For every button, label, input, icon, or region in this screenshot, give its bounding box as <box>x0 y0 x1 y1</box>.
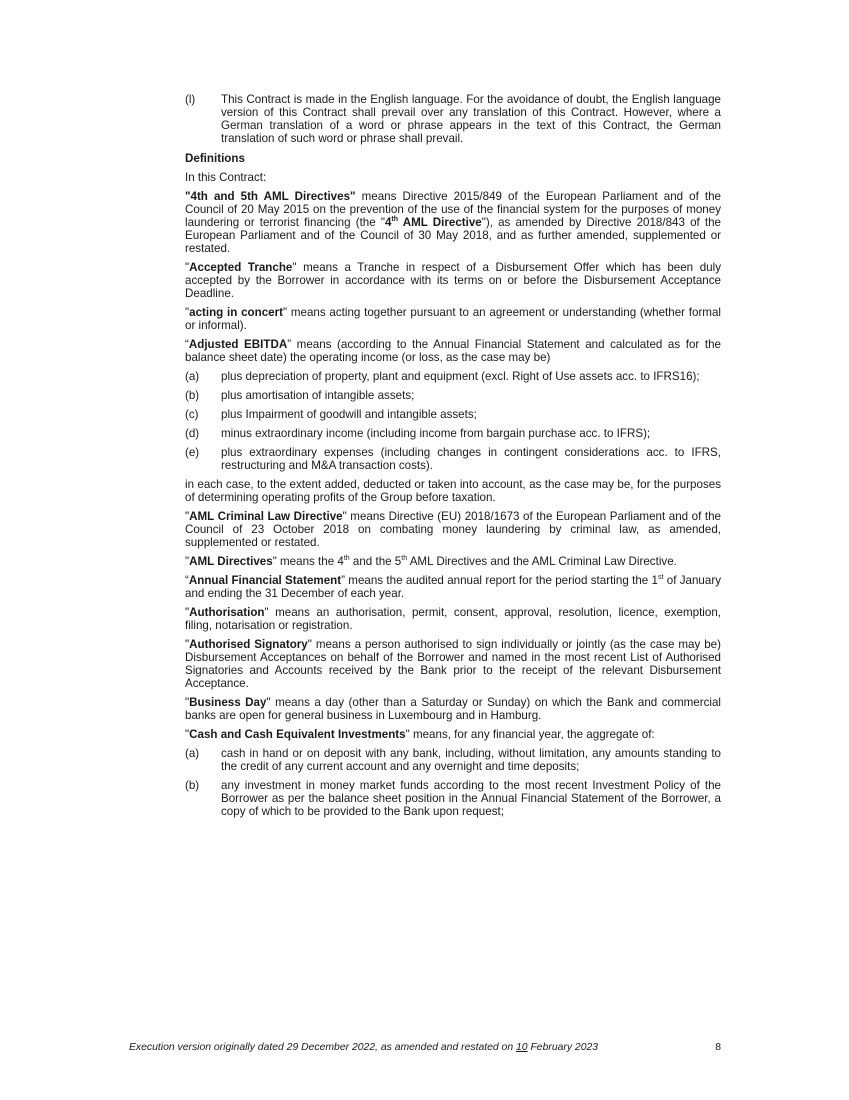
document-page <box>185 93 721 824</box>
def-term: Annual Financial Statement <box>188 574 342 587</box>
footer-version-note: Execution version originally dated 29 December 2022, as amended and restated on 10 February 2023 <box>129 1042 599 1053</box>
def-aml-criminal: "AML Criminal Law Directive" means Directive (EU) 2018/1673 of the European Parliament and of the Council of 23 October 2018 on combating money laundering by criminal law, as amended, supplemented or restated. <box>185 510 722 549</box>
def-term: Authorisation <box>189 606 265 619</box>
def-term: AML Criminal Law Directive <box>189 510 343 523</box>
def-term: Cash and Cash Equivalent Investments <box>189 728 406 741</box>
def-term: Accepted Tranche <box>189 261 293 274</box>
list-item: (b) plus amortisation of intangible assets; <box>185 389 415 402</box>
def-acting-in-concert: "acting in concert" means acting together pursuant to an agreement or understanding (whether formal or informal). <box>185 306 721 332</box>
page-number: 8 <box>715 1042 721 1053</box>
def-authorisation: "Authorisation" means an authorisation, permit, consent, approval, resolution, licence, exemption, filing, notarisation or registration. <box>185 606 721 632</box>
def-business-day: "Business Day" means a day (other than a Saturday or Sunday) on which the Bank and commercial banks are open for general business in Luxembourg and in Hamburg. <box>185 696 721 722</box>
def-term: "4th and 5th AML Directives" <box>185 190 356 203</box>
list-item: (e) plus extraordinary expenses (including changes in contingent considerations acc. to IFRS, restructuring and M&A transaction costs). <box>185 446 721 472</box>
def-term: 4th AML Directive <box>384 216 482 229</box>
def-authorised-signatory: "Authorised Signatory" means a person authorised to sign individually or jointly (as the case may be) Disbursement Acceptances on behalf of the Borrower and named in the most recent List of Authorised Signatories and Accounts received by the Bank prior to the receipt of the relevant Disbursement Acceptance. <box>185 638 721 690</box>
list-item: (b) any investment in money market funds according to the most recent Investment Policy of the Borrower as per the balance sheet position in the Annual Financial Statement of the Borrower, a copy of which to be provided to the Bank upon request; <box>185 779 721 818</box>
def-term: acting in concert <box>189 306 283 319</box>
definitions-intro: In this Contract: <box>185 171 267 184</box>
clause-l <box>185 93 721 145</box>
ebitda-tail: in each case, to the extent added, deducted or taken into account, as the case may be, for the purposes of determining operating profits of the Group before taxation. <box>185 478 721 504</box>
list-item: (c) plus Impairment of goodwill and intangible assets; <box>185 408 477 421</box>
def-accepted-tranche: "Accepted Tranche" means a Tranche in respect of a Disbursement Offer which has been duly accepted by the Borrower in accordance with its terms on or before the Disbursement Acceptance Deadline. <box>185 261 721 300</box>
list-item: (d) minus extraordinary income (including income from bargain purchase acc. to IFRS); <box>185 427 651 440</box>
page-footer <box>129 1042 721 1053</box>
def-annual-fs: “Annual Financial Statement” means the audited annual report for the period starting the 1st of January and ending the 31 December of each year. <box>185 574 721 600</box>
def-aml-directives: "AML Directives" means the 4th and the 5th AML Directives and the AML Criminal Law Directive. <box>185 555 677 568</box>
list-item: (a) cash in hand or on deposit with any bank, including, without limitation, any amounts standing to the credit of any current account and any overnight and time deposits; <box>185 747 721 773</box>
def-cash-equivalent: "Cash and Cash Equivalent Investments" means, for any financial year, the aggregate of: <box>185 728 655 741</box>
def-term: AML Directives <box>189 555 273 568</box>
def-term: Business Day <box>189 696 267 709</box>
list-item: (a) plus depreciation of property, plant and equipment (excl. Right of Use assets acc. to IFRS16); <box>185 370 700 383</box>
def-4th-5th-aml: "4th and 5th AML Directives" means Directive 2015/849 of the European Parliament and of the Council of 20 May 2015 on the prevention of the use of the financial system for the purposes of money laundering or terrorist financing (the "4th AML Directive"), as amended by Directive 2018/843 of the European Parliament and of the Council of 30 May 2018, and as further amended, supplemented or restated. <box>185 190 721 255</box>
def-adjusted-ebitda: “Adjusted EBITDA” means (according to the Annual Financial Statement and calculated as for the balance sheet date) the operating income (or loss, as the case may be) <box>185 338 721 364</box>
def-term: Adjusted EBITDA <box>188 338 288 351</box>
def-term: Authorised Signatory <box>189 638 308 651</box>
clause-text: This Contract is made in the English language. For the avoidance of doubt, the English language version of this Contract shall prevail over any translation of this Contract. However, where a German translation of a word or phrase appears in the text of this Contract, the German translation of such word or phrase shall prevail. <box>221 93 721 145</box>
clause-label: (l) <box>185 93 196 106</box>
definitions-heading: Definitions <box>185 152 245 165</box>
